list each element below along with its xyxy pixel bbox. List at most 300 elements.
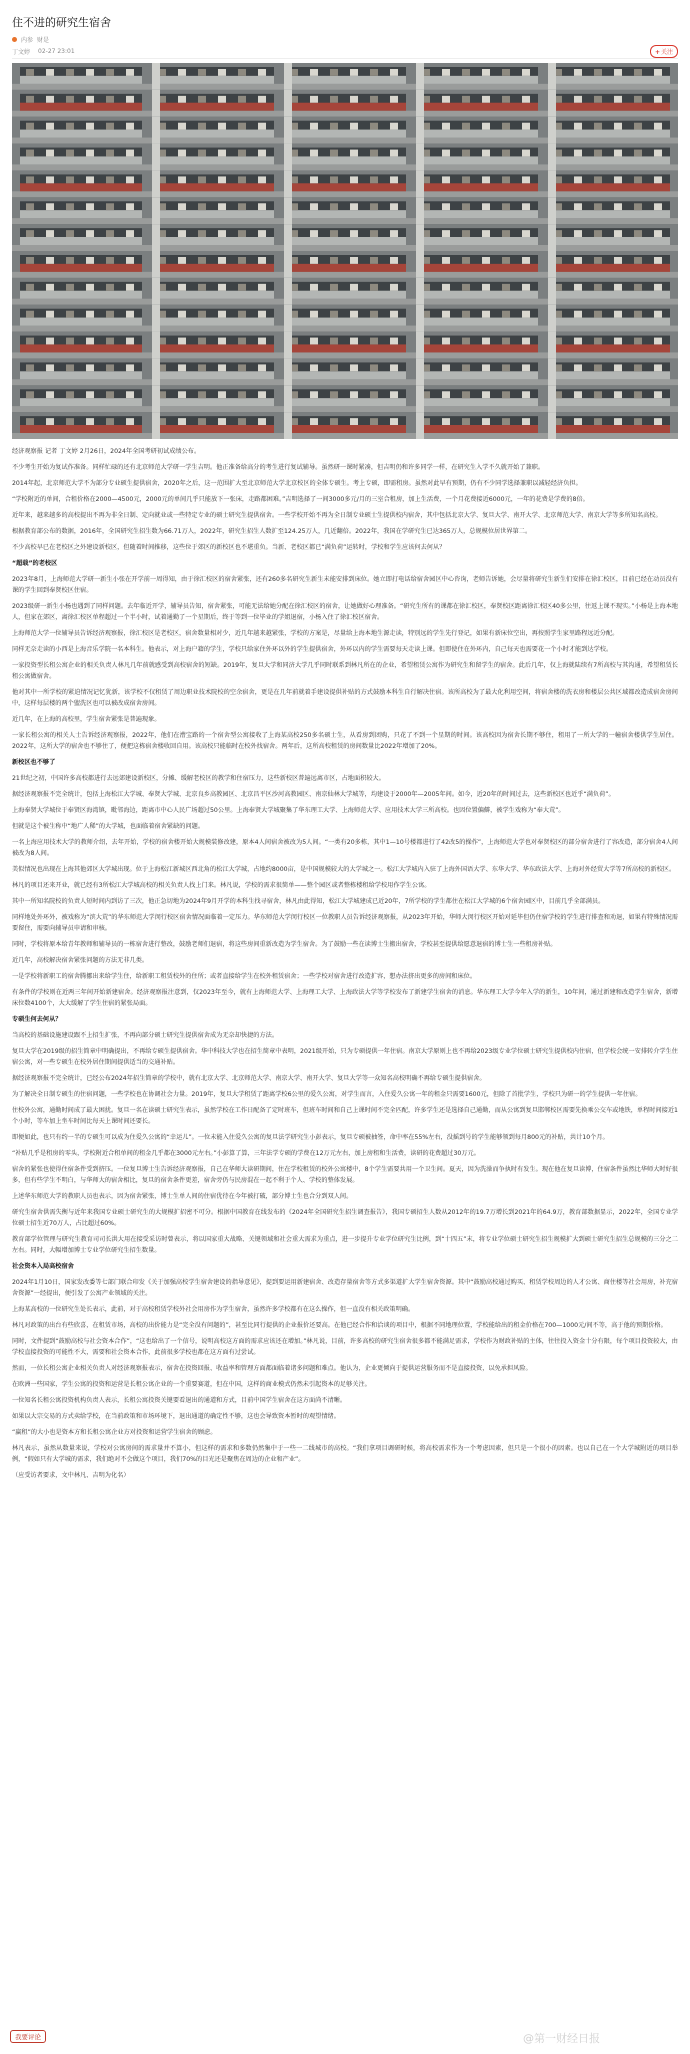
hanging-laundry [238,150,246,157]
hanging-laundry [614,391,622,398]
column [548,305,556,332]
hanging-laundry [178,176,186,183]
hanging-laundry [66,338,74,345]
source-tag[interactable]: 内参 [21,37,34,44]
hanging-laundry [654,391,662,398]
balcony-rail [548,398,670,406]
column [152,197,160,224]
article-paragraph: 一位知名长租公寓投资机构负责人表示，长租公寓投资关键要看退出的通道和方式，目前中国学生宿舍在这方面尚不清晰。 [12,1397,347,1404]
column [416,224,424,251]
column [284,197,292,224]
article-paragraph: 据经济观察报不完全统计，已经公布2024年招生简章的学校中，就有北京大学、北京师范大学、南京大学、南开大学、复旦大学等一众知名高校明确不再给专硕生提供宿舍。 [12,1075,486,1082]
hanging-laundry [126,69,134,76]
balcony-rail [416,156,538,164]
balcony-rail [548,371,670,379]
hanging-laundry [218,123,226,130]
hanging-laundry [634,338,642,345]
hanging-laundry [370,364,378,371]
hanging-laundry [350,311,358,318]
hanging-laundry [522,96,530,103]
column [152,63,160,90]
hanging-laundry [574,96,582,103]
hanging-laundry [370,203,378,210]
floor-slab [12,245,678,251]
article-paragraph: 住校外公寓，通勤时间成了最大困扰。复旦一名在读硕士研究生表示，虽然学校在工作日配备了定时班车，但班车时间和自己上课时间不完全匹配，许多学生还是选择自己通勤，而从公寓到复旦邯郸校区需要先换乘公交车或地铁，单程时间接近1个小时，等车加上坐车时间比每天上课时间还要长。 [12,1107,678,1125]
article-body [12,446,678,1486]
hanging-laundry [574,311,582,318]
comment-button[interactable]: 我要评论 [10,2030,46,2043]
hanging-laundry [574,150,582,157]
article-paragraph: “补贴几乎是租房的零头，学校附近合租单间的租金几乎都在3000元左右。”小彭算了算，三年法学专硕的学费在12万元左右，加上房租和生活费，读研的花费超过30万元。 [12,1150,480,1157]
balcony-rail [20,318,142,326]
column [284,251,292,278]
hanging-laundry [634,418,642,425]
hanging-laundry [218,391,226,398]
hanging-laundry [258,123,266,130]
hanging-laundry [614,123,622,130]
hanging-laundry [482,311,490,318]
hanging-laundry [502,391,510,398]
balcony-rail [20,398,142,406]
column [284,117,292,144]
hanging-laundry [330,150,338,157]
balcony-rail [284,210,406,218]
hanging-laundry [66,311,74,318]
red-balcony-rail [152,425,274,433]
hanging-laundry [238,257,246,264]
hanging-laundry [522,257,530,264]
hanging-laundry [350,284,358,291]
hanging-laundry [198,418,206,425]
hanging-laundry [482,418,490,425]
hanging-laundry [502,364,510,371]
divider [12,58,678,59]
hanging-laundry [654,311,662,318]
hanging-laundry [198,284,206,291]
hanging-laundry [86,257,94,264]
balcony-rail [152,130,274,138]
hanging-laundry [574,257,582,264]
hanging-laundry [218,69,226,76]
dormitory-building-photo [12,63,678,439]
hanging-laundry [126,203,134,210]
hanging-laundry [522,364,530,371]
hanging-laundry [634,96,642,103]
article-title: 住不进的研究生宿舍 [12,16,111,29]
hanging-laundry [46,311,54,318]
hanging-laundry [86,284,94,291]
hanging-laundry [198,203,206,210]
column [284,144,292,171]
hanging-laundry [594,176,602,183]
balcony-rail [416,76,538,84]
hanging-laundry [258,230,266,237]
column [152,90,160,117]
red-balcony-rail [416,425,538,433]
hanging-laundry [502,257,510,264]
red-balcony-rail [416,183,538,191]
hanging-laundry [26,123,34,130]
article-paragraph: 他对其中一所学校的紧迫情况记忆犹新，该学校不仅租赁了周边职业技术院校的空余宿舍，更是在几年前就着手建设提供补贴的方式鼓励本科生自行解决住宿。该所高校为了最大化利用空间，将宿舍楼的洗衣房和楼层公共区域都改造成宿舍房间中，这样每层楼的两个盥洗区也可以被改成宿舍房间。 [12,689,678,707]
balcony-rail [152,398,274,406]
hanging-laundry [442,284,450,291]
hanging-laundry [350,230,358,237]
hanging-laundry [330,391,338,398]
hanging-laundry [106,284,114,291]
hanging-laundry [330,230,338,237]
balcony-rail [416,398,538,406]
column [548,170,556,197]
article-paragraph: “学校附近的单间，合租价格在2000—4500元，2000元的单间几乎只能放下一张床，走路都困难。”吉明选择了一间3000多元/月的三室合租房，加上生活费，一个月花费接近6000元，一年的花费是学费的8倍。 [12,496,589,503]
red-balcony-rail [284,344,406,352]
column [284,170,292,197]
hanging-laundry [66,418,74,425]
balcony-rail [548,76,670,84]
hanging-laundry [442,123,450,130]
hanging-laundry [442,176,450,183]
hanging-laundry [238,69,246,76]
hanging-laundry [482,96,490,103]
hanging-laundry [46,364,54,371]
author-name[interactable]: 丁文婷 [12,49,31,56]
column [548,385,556,412]
hanging-laundry [594,284,602,291]
hanging-laundry [86,150,94,157]
article-paragraph: 林凡表示，虽然从数量来说，学校对公寓房间的需求量并不算小，但这样的需求和多数仍然集中于一些一二线城市的高校。“我们拿项目调研时候，将高校需求作为一个考虑因素，但只是一个很小的因素。也以自己在一个大学城附近的项目举例，“假如只有大学城的需求，我们绝对不会做这个项目，我们70%的目光还是聚焦在周边的企业和产业”。 [12,1445,678,1463]
hanging-laundry [26,176,34,183]
hanging-laundry [350,364,358,371]
hanging-laundry [66,257,74,264]
hanging-laundry [594,418,602,425]
hanging-laundry [522,123,530,130]
article-paragraph: 近几年，在上海的高校里，学生宿舍紧张是普遍现象。 [12,716,161,723]
column [416,358,424,385]
hanging-laundry [218,230,226,237]
article-paragraph: 林凡的项目还来开业，就已经有3所松江大学城高校的相关负责人找上门来。林凡说，学校的需求很简单——整个园区或者整栋楼租给学校用作学生公寓。 [12,882,431,889]
hanging-laundry [258,257,266,264]
hanging-laundry [86,203,94,210]
column [152,170,160,197]
column [548,224,556,251]
hanging-laundry [370,176,378,183]
hanging-laundry [482,203,490,210]
hanging-laundry [46,203,54,210]
article-paragraph: 不少高校早已在老校区之外建设新校区，但随着时间推移，这些位于郊区的新校区也不堪重负。当新、老校区都已“满负荷”运转时，学校和学生应该何去何从？ [12,544,446,551]
column [416,278,424,305]
hanging-laundry [634,257,642,264]
column [416,170,424,197]
red-balcony-rail [20,264,142,272]
red-balcony-rail [20,183,142,191]
floor-slab [12,191,678,197]
hanging-laundry [46,338,54,345]
floor-slab [12,326,678,332]
hanging-laundry [46,69,54,76]
hanging-laundry [502,150,510,157]
article-paragraph: 但就是这个被生称中“地广人稀”的大学城，也面临着宿舍紧缺的问题。 [12,823,205,830]
hanging-laundry [26,69,34,76]
article-paragraph: 然而，一位长租公寓企业相关负责人对经济观察报表示，宿舍在投资回报、收益率和管理方面都面临着诸多问题和难点。他认为，企业更倾向于提供运营服务而不是直接投资，以免承担风险。 [12,1365,532,1372]
hanging-laundry [258,96,266,103]
hanging-laundry [502,96,510,103]
article-paragraph: 研究生宿舍供需失衡与近年来我国专业硕士研究生的大规模扩招密不可分。根据中国教育在线发布的《2024年全国研究生招生调查报告》，我国专硕招生人数从2012年的19.7万增长到2021年的64.9万，教育部数据显示，2022年，全国专业学位硕士招生近70万人，占比超过60%。 [12,1209,678,1227]
hanging-laundry [178,230,186,237]
hanging-laundry [258,311,266,318]
hanging-laundry [370,230,378,237]
hanging-laundry [178,257,186,264]
hanging-laundry [522,230,530,237]
follow-button[interactable] [650,45,678,58]
column [284,63,292,90]
column [416,251,424,278]
article-paragraph: 2023年8月，上海师范大学研一新生小张在开学前一周得知，由于徐汇校区的宿舍紧张，还有260多名研究生新生未能安排到床位。她立即打电话给宿舍园区中心咨询，老师告诉她，会尽量将研究生新生们安排在徐汇校区，目前已经在动员没有课的学生回到奉贤校区住宿。 [12,576,678,594]
hanging-laundry [390,284,398,291]
red-balcony-rail [284,183,406,191]
hanging-laundry [634,69,642,76]
hanging-laundry [198,391,206,398]
follow-label: 关注 [660,49,673,56]
hanging-laundry [482,338,490,345]
red-balcony-rail [416,103,538,111]
hanging-laundry [370,418,378,425]
hanging-laundry [178,364,186,371]
article-paragraph: 经济观察报 记者 丁文婷 2月26日，2024年全国考研初试成绩公布。 [12,448,201,455]
hanging-laundry [218,311,226,318]
balcony-rail [416,291,538,299]
hanging-laundry [350,96,358,103]
hanging-laundry [574,391,582,398]
hanging-laundry [26,230,34,237]
column [152,385,160,412]
hanging-laundry [390,176,398,183]
hanging-laundry [502,203,510,210]
hanging-laundry [66,284,74,291]
hanging-laundry [614,230,622,237]
article-paragraph: 近几年，高校解决宿舍紧张问题的方法无非几类。 [12,957,149,964]
article-paragraph: 有条件的学校则在近两三年间开始新建宿舍。经济观察报注意到，仅2023年至今，就有上海师范大学、上海理工大学、上海政法大学等学校发布了新建学生宿舍的消息。华东理工大学今年入学的新生，10年间，通过新建和改造学生宿舍，新增床位数4100个，大大缓解了学生住宿的紧张局面。 [12,989,678,1007]
hanging-laundry [26,311,34,318]
hanging-laundry [66,123,74,130]
hanging-laundry [310,284,318,291]
hanging-laundry [522,150,530,157]
hanging-laundry [350,123,358,130]
hanging-laundry [442,96,450,103]
red-balcony-rail [284,103,406,111]
hanging-laundry [310,203,318,210]
hanging-laundry [66,96,74,103]
hanging-laundry [86,96,94,103]
red-balcony-rail [284,425,406,433]
hanging-laundry [198,69,206,76]
hanging-laundry [310,150,318,157]
hanging-laundry [126,284,134,291]
hanging-laundry [106,311,114,318]
hanging-laundry [442,311,450,318]
article-paragraph: 如果以大宗交易的方式卖给学校，在当前政策和市场环境下，退出通道的确定性不够，这也会导致资本暂时的观望情绪。 [12,1413,340,1420]
hanging-laundry [370,150,378,157]
balcony-rail [416,210,538,218]
hanging-laundry [442,338,450,345]
hanging-laundry [462,203,470,210]
hanging-laundry [126,150,134,157]
hanging-laundry [634,176,642,183]
article-paragraph: 21世纪之初，中国许多高校都进行去远郊建设新校区，分摊、缓解老校区的教学和住宿压力，这些新校区普遍远离市区，占地面积较大。 [12,775,385,782]
hanging-laundry [502,230,510,237]
hanging-laundry [462,364,470,371]
article-paragraph: 上海某高校的一位研究生处长表示，此前，对于高校租赁学校外社会用房作为学生宿舍，虽然许多学校都有在这么操作，但一直没有相关政策明确。 [12,1306,415,1313]
hanging-laundry [86,176,94,183]
section-heading: 社会资本入局高校宿舍 [12,1263,74,1270]
hanging-laundry [86,418,94,425]
hanging-laundry [330,203,338,210]
hanging-laundry [462,391,470,398]
column [548,332,556,359]
hanging-laundry [86,391,94,398]
hanging-laundry [198,150,206,157]
hanging-laundry [370,96,378,103]
column [152,305,160,332]
hanging-laundry [218,338,226,345]
source-name[interactable]: 财是 [37,37,50,44]
article-paragraph: 同时，文件提到“鼓励高校与社会资本合作”，“这也给出了一个信号，说明高校这方面的需求应该还在增加。”林凡说，目前，许多高校的研究生宿舍很多都不能满足需求，学校作为财政补贴的主体，往往投入资金十分有限，每个项目投资较大，由学校直接投资的可能性不大，需要和社会资本合作，此前很多学校也都在这方面有过尝试。 [12,1338,678,1356]
hanging-laundry [522,69,530,76]
hanging-laundry [330,69,338,76]
hanging-laundry [654,150,662,157]
column [152,117,160,144]
hanging-laundry [522,391,530,398]
article-paragraph: 2023级研一新生小杨也遇到了同样问题。去年临近开学，辅导员告知，宿舍紧张，可能无法给她分配在徐汇校区的宿舍，让她做好心理准备。“研究生所有的课都在徐汇校区，奉贤校区距离徐汇校区40多公里，往返上课不现实。”小杨是上海本地人，但家在郊区，离徐汇校区单程超过一个半小时，试着通勤了一个星期后，终于等到一位毕业的学姐退宿，小杨入住了徐汇校区宿舍。 [12,603,678,621]
plus-icon: + [654,49,660,56]
hanging-laundry [574,176,582,183]
balcony-rail [152,156,274,164]
balcony-rail [20,291,142,299]
hanging-laundry [574,364,582,371]
hanging-laundry [654,69,662,76]
column [416,385,424,412]
hanging-laundry [126,391,134,398]
article-paragraph: 上海奉贤大学城位于奉贤区海湾镇，毗邻海边，距离市中心人民广场超过50公里。上海奉贤大学城聚集了华东理工大学、上海师范大学、应用技术大学三所高校。也因位置偏僻，被学生戏称为“奉大荒”。 [12,807,565,814]
balcony-rail [548,156,670,164]
hanging-laundry [178,391,186,398]
column [152,251,160,278]
article-paragraph: 根据教育部公布的数据，2016年，全国研究生招生数为66.71万人，2022年，研究生招生人数扩至124.25万人，几近翻倍。2022年，我国在学研究生已达365万人，总规模位居世界第二。 [12,528,532,535]
balcony-rail [20,210,142,218]
hanging-laundry [482,364,490,371]
hanging-laundry [350,391,358,398]
column [548,197,556,224]
hanging-laundry [126,176,134,183]
article-paragraph: （应受访者要求，文中林凡、吉明为化名） [12,1472,130,1479]
balcony-rail [416,130,538,138]
hanging-laundry [462,284,470,291]
column [284,90,292,117]
article-paragraph: 同样无奈走读的小西是上海音乐学院一名本科生。他表示，对上海户籍的学生，学校只给家住外环以外的学生提供宿舍，外环以内的学生需要每天走读上课。但即使住在外环内，自己每天也需要花一个小时才能到达学校。 [12,646,613,653]
hanging-laundry [370,311,378,318]
hanging-laundry [614,364,622,371]
column [284,332,292,359]
hanging-laundry [310,338,318,345]
hanging-laundry [26,96,34,103]
hanging-laundry [390,69,398,76]
column [416,63,424,90]
floor-slab [12,433,678,439]
byline-row [12,47,75,56]
hanging-laundry [106,96,114,103]
hanging-laundry [46,284,54,291]
hanging-laundry [634,311,642,318]
hanging-laundry [390,230,398,237]
hanging-laundry [442,418,450,425]
balcony-rail [20,76,142,84]
hanging-laundry [390,364,398,371]
hanging-laundry [106,257,114,264]
hanging-laundry [330,364,338,371]
hanging-laundry [126,96,134,103]
hanging-laundry [178,96,186,103]
balcony-rail [284,291,406,299]
hanging-laundry [370,69,378,76]
article-paragraph: 当高校的基础设施建设跟不上招生扩张，不再向部分硕士研究生提供宿舍成为无奈却快捷的方法。 [12,1032,279,1039]
hanging-laundry [594,69,602,76]
hanging-laundry [198,257,206,264]
hanging-laundry [218,257,226,264]
hanging-laundry [106,418,114,425]
hanging-laundry [634,364,642,371]
hanging-laundry [238,96,246,103]
hanging-laundry [390,257,398,264]
balcony-rail [152,318,274,326]
balcony-rail [548,210,670,218]
article-paragraph: 一是学校将新职工的宿舍腾挪出来给学生住，给新职工租赁校外的住所；或者直接给学生在校外租赁宿舍；一些学校对宿舍进行改造扩容，想办法挤出更多的房间和床位。 [12,973,477,980]
hanging-laundry [26,418,34,425]
balcony-rail [416,237,538,245]
balcony-rail [284,156,406,164]
hanging-laundry [66,230,74,237]
red-balcony-rail [20,344,142,352]
column [548,278,556,305]
balcony-rail [284,130,406,138]
hanging-laundry [258,364,266,371]
hanging-laundry [482,230,490,237]
hanging-laundry [46,176,54,183]
column [548,117,556,144]
balcony-rail [416,371,538,379]
hanging-laundry [178,203,186,210]
hanging-laundry [238,203,246,210]
hanging-laundry [390,123,398,130]
hanging-laundry [522,203,530,210]
publish-datetime: 02-27 23:01 [38,48,75,55]
hanging-laundry [614,418,622,425]
hanging-laundry [614,338,622,345]
red-balcony-rail [416,264,538,272]
section-heading: 新校区也不够了 [12,759,56,766]
column [152,224,160,251]
hanging-laundry [46,123,54,130]
balcony-rail [284,76,406,84]
hanging-laundry [522,338,530,345]
hanging-laundry [310,311,318,318]
red-balcony-rail [152,264,274,272]
column [416,90,424,117]
hanging-laundry [106,150,114,157]
balcony-rail [548,130,670,138]
hanging-laundry [310,176,318,183]
floor-slab [12,218,678,224]
hanging-laundry [350,176,358,183]
hanging-laundry [614,284,622,291]
column [416,332,424,359]
